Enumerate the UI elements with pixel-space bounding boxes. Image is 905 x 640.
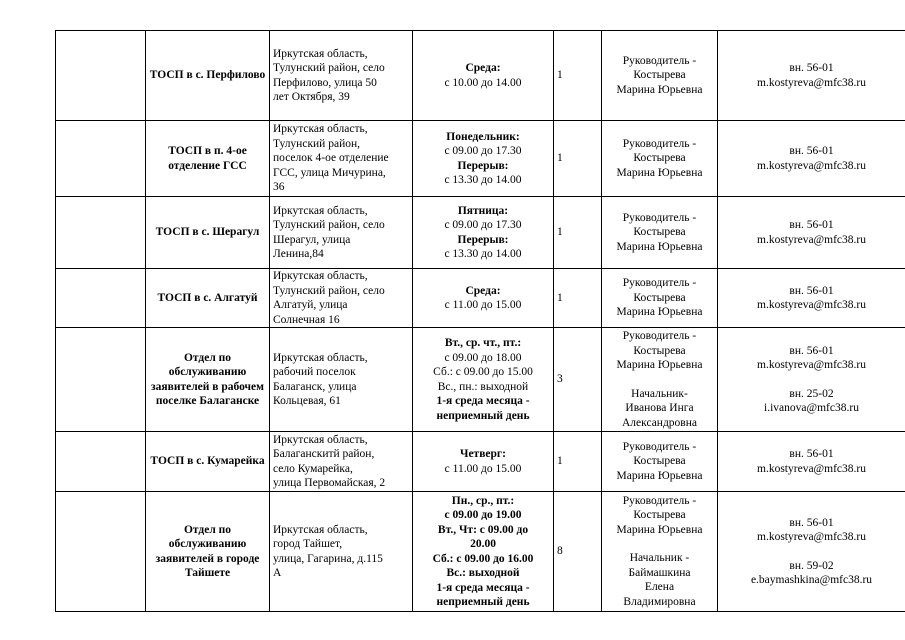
address-line: Ленина,84 (273, 248, 324, 260)
contact-line: вн. 56-01 (789, 284, 834, 297)
office-name: Отдел по обслуживанию заявителей в рабочем поселке Балаганске (146, 328, 270, 432)
head-line: Костырева (633, 152, 686, 165)
schedule-line: Понедельник: (446, 130, 520, 143)
windows-count: 1 (554, 121, 602, 197)
head-line: Костырева (633, 455, 686, 468)
address-line: 36 (273, 181, 285, 194)
address-line: лет Октября, 39 (273, 91, 350, 103)
table-row (56, 197, 905, 269)
head-line: Руководитель - (622, 137, 697, 150)
schedule-line: Среда: (465, 284, 501, 297)
head-line: Руководитель - (622, 211, 697, 224)
line-gap (605, 373, 714, 387)
office-contacts (718, 121, 905, 197)
schedule-line: с 10.00 до 14.00 (444, 76, 522, 89)
contact-line: m.kostyreva@mfc38.ru (757, 462, 866, 475)
head-line: Начальник - (629, 552, 690, 565)
address-line: А (273, 567, 282, 579)
schedule-line: Среда: (465, 62, 501, 74)
head-line: Костырева (633, 69, 686, 82)
contact-line: m.kostyreva@mfc38.ru (757, 76, 866, 89)
address-line: рабочий поселок (273, 366, 356, 378)
address-line: Балаганск, улица (273, 380, 357, 393)
contact-line: вн. 25-02 (789, 387, 834, 400)
blank-cell (56, 31, 146, 121)
head-line: Руководитель - (622, 330, 697, 342)
schedule-line: 1-я среда месяца - (436, 581, 530, 594)
office-name: ТОСП в с. Перфилово (146, 31, 270, 121)
head-line: Марина Юрьевна (616, 469, 703, 482)
address-line: село Кумарейка, (273, 462, 353, 475)
blank-cell (56, 432, 146, 492)
head-line: Марина Юрьевна (616, 523, 703, 536)
head-line: Марина Юрьевна (616, 359, 703, 371)
office-name: ТОСП в с. Алгатуй (146, 269, 270, 328)
office-head (602, 492, 718, 612)
office-contacts (718, 432, 905, 492)
office-contacts (718, 31, 905, 121)
schedule-line: неприемный день (436, 409, 530, 422)
office-schedule (413, 492, 554, 612)
office-contacts (718, 492, 905, 612)
windows-count: 3 (554, 328, 602, 432)
address-line: Иркутская область, (273, 523, 368, 536)
address-line: город Тайшет, (273, 538, 343, 550)
address-line: Иркутская область, (273, 270, 368, 282)
schedule-line: Сб.: с 09.00 до 16.00 (432, 552, 534, 565)
line-gap (721, 545, 902, 559)
address-line: Иркутская область, (273, 351, 368, 364)
address-line: Иркутская область, (273, 123, 368, 136)
contact-line: i.ivanova@mfc38.ru (764, 402, 859, 414)
schedule-line: Четверг: (460, 448, 506, 460)
head-line: Руководитель - (622, 440, 697, 453)
office-head (602, 269, 718, 328)
office-address (270, 269, 413, 328)
contact-line: вн. 59-02 (789, 559, 834, 572)
contact-line: m.kostyreva@mfc38.ru (757, 159, 866, 172)
blank-cell (56, 492, 146, 612)
schedule-line: с 09.00 до 17.30 (444, 219, 522, 231)
office-schedule (413, 328, 554, 432)
table-row (56, 269, 905, 328)
head-line: Марина Юрьевна (616, 166, 703, 179)
office-schedule (413, 121, 554, 197)
schedule-line: Сб.: с 09.00 до 15.00 (433, 366, 533, 378)
office-head (602, 121, 718, 197)
contact-line: e.baymashkina@mfc38.ru (750, 574, 873, 586)
head-line: Начальник- (631, 387, 688, 400)
schedule-line: Вс.: выходной (446, 567, 520, 579)
address-line: улица Первомайская, 2 (273, 477, 386, 489)
table-row (56, 121, 905, 197)
head-line: Иванова Инга (625, 402, 694, 414)
address-line: Тулунский район, село (273, 62, 385, 74)
address-line: Иркутская область, (273, 433, 368, 446)
blank-cell (56, 328, 146, 432)
windows-count: 1 (554, 432, 602, 492)
head-line: Елена (644, 581, 675, 594)
windows-count: 1 (554, 269, 602, 328)
address-line: Кольцевая, 61 (273, 395, 341, 407)
schedule-line: Пятница: (457, 204, 509, 217)
schedule-line: Вт., ср. чт., пт.: (444, 337, 522, 349)
schedule-line: с 09.00 до 18.00 (444, 351, 522, 364)
office-name: ТОСП в с. Кумарейка (146, 432, 270, 492)
table-row (56, 328, 905, 432)
head-line: Марина Юрьевна (616, 306, 703, 319)
offices-table (55, 30, 905, 612)
schedule-line: с 13.30 до 14.00 (444, 174, 522, 186)
contact-line: m.kostyreva@mfc38.ru (757, 233, 866, 246)
schedule-line: Пн., ср., пт.: (451, 494, 515, 507)
schedule-line: 20.00 (470, 538, 496, 550)
address-line: ГСС, улица Мичурина, (273, 166, 386, 179)
address-line: Алгатуй, улица (273, 299, 348, 311)
schedule-line: с 11.00 до 15.00 (444, 299, 522, 311)
schedule-line: Перерыв: (457, 159, 509, 172)
schedule-line: неприемный день (436, 596, 530, 608)
office-address (270, 121, 413, 197)
office-address (270, 31, 413, 121)
head-line: Марина Юрьевна (616, 83, 703, 96)
office-head (602, 432, 718, 492)
head-line: Костырева (633, 509, 686, 522)
address-line: Тулунский район, (273, 137, 361, 150)
address-line: поселок 4-ое отделение (273, 152, 389, 165)
address-line: Солнечная 16 (273, 313, 340, 326)
table-row (56, 432, 905, 492)
address-line: Балаганскитй район, (273, 448, 375, 460)
contact-line: вн. 56-01 (789, 62, 834, 74)
address-line: Иркутская область, (273, 204, 368, 217)
address-line: улица, Гагарина, д.115 (273, 552, 383, 565)
contact-line: вн. 56-01 (789, 448, 834, 460)
office-address (270, 432, 413, 492)
line-gap (605, 537, 714, 551)
office-name: Отдел по обслуживанию заявителей в городе Тайшете (146, 492, 270, 612)
schedule-line: Вт., Чт: с 09.00 до (437, 523, 529, 536)
address-line: Шерагул, улица (273, 233, 351, 246)
office-address (270, 328, 413, 432)
blank-cell (56, 197, 146, 269)
blank-cell (56, 121, 146, 197)
head-line: Руководитель - (622, 277, 697, 290)
contact-line: вн. 56-01 (789, 344, 834, 357)
head-line: Александровна (622, 416, 697, 429)
office-name: ТОСП в п. 4-ое отделение ГСС (146, 121, 270, 197)
office-contacts (718, 269, 905, 328)
schedule-line: с 09.00 до 17.30 (444, 145, 522, 157)
schedule-line: с 13.30 до 14.00 (444, 248, 522, 260)
address-line: Перфилово, улица 50 (273, 76, 377, 89)
schedule-line: Перерыв: (457, 233, 509, 246)
office-schedule (413, 197, 554, 269)
schedule-line: 1-я среда месяца - (436, 395, 530, 407)
address-line: Тулунский район, село (273, 219, 385, 231)
table-row (56, 492, 905, 612)
contact-line: m.kostyreva@mfc38.ru (757, 299, 866, 311)
office-head (602, 197, 718, 269)
contact-line: вн. 56-01 (789, 516, 834, 529)
office-schedule (413, 269, 554, 328)
office-contacts (718, 328, 905, 432)
office-schedule (413, 432, 554, 492)
head-line: Марина Юрьевна (616, 240, 703, 253)
schedule-line: с 09.00 до 19.00 (444, 509, 522, 521)
blank-cell (56, 269, 146, 328)
windows-count: 1 (554, 197, 602, 269)
head-line: Баймашкина (628, 566, 691, 579)
contact-line: m.kostyreva@mfc38.ru (757, 531, 866, 543)
head-line: Костырева (633, 226, 686, 239)
line-gap (721, 373, 902, 387)
office-head (602, 31, 718, 121)
office-address (270, 197, 413, 269)
office-contacts (718, 197, 905, 269)
table-row (56, 31, 905, 121)
office-head (602, 328, 718, 432)
address-line: Иркутская область, (273, 47, 368, 60)
head-line: Владимировна (623, 595, 696, 608)
office-address (270, 492, 413, 612)
office-schedule (413, 31, 554, 121)
contact-line: вн. 56-01 (789, 145, 834, 157)
head-line: Костырева (633, 344, 686, 357)
windows-count: 1 (554, 31, 602, 121)
head-line: Руководитель - (622, 494, 697, 507)
windows-count: 8 (554, 492, 602, 612)
office-name: ТОСП в с. Шерагул (146, 197, 270, 269)
address-line: Тулунский район, село (273, 284, 385, 297)
schedule-line: Вс., пн.: выходной (437, 380, 529, 393)
head-line: Руководитель - (622, 54, 697, 67)
head-line: Костырева (633, 291, 686, 304)
contact-line: m.kostyreva@mfc38.ru (757, 359, 866, 371)
contact-line: вн. 56-01 (789, 219, 834, 231)
schedule-line: с 11.00 до 15.00 (444, 462, 522, 475)
